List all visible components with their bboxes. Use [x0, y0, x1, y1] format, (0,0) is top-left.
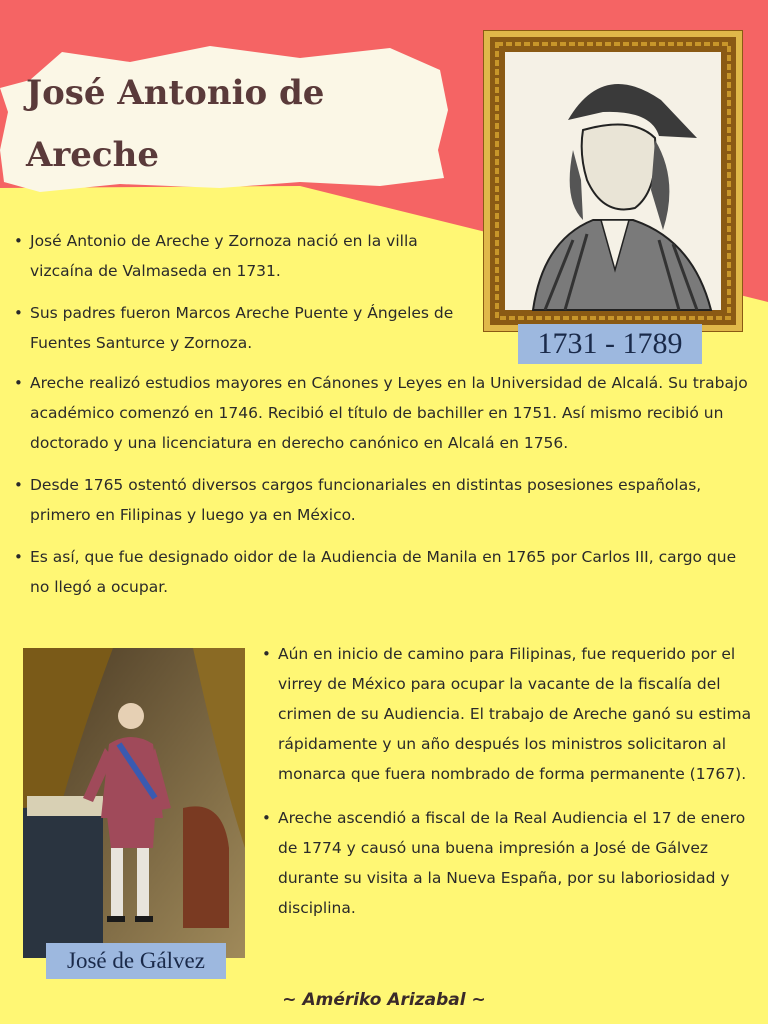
galvez-portrait	[23, 648, 245, 958]
list-item: • José Antonio de Areche y Zornoza nació en la villa vizcaína de Valmaseda en 1731.	[14, 226, 464, 286]
bullet-list-middle	[14, 368, 754, 614]
list-item: • Es así, que fue designado oidor de la Audiencia de Manila en 1765 por Carlos III, cargo que no llegó a ocupar.	[14, 542, 754, 602]
list-item: • Areche realizó estudios mayores en Cánones y Leyes en la Universidad de Alcalá. Su trabajo académico comenzó en 1746. Recibió el título de bachiller en 1751. Así mismo recibió un doctorado y una licenciatura en derecho canónico en Alcalá en 1756.	[14, 368, 754, 458]
page-title: José Antonio de Areche	[26, 73, 325, 175]
author-signature: ~ Amériko Arizabal ~	[282, 990, 486, 1010]
list-item: • Sus padres fueron Marcos Areche Puente y Ángeles de Fuentes Santurce y Zornoza.	[14, 298, 464, 358]
areche-portrait	[483, 30, 743, 332]
list-item: • Desde 1765 ostentó diversos cargos funcionariales en distintas posesiones españolas, primero en Filipinas y luego ya en México.	[14, 470, 754, 530]
list-item: • Aún en inicio de camino para Filipinas, fue requerido por el virrey de México para ocupar la vacante de la fiscalía del crimen de su Audiencia. El trabajo de Areche ganó su estima rápidamente y un año después los ministros solicitaron al monarca que fuera nombrado de forma permanente (1767).	[262, 639, 762, 789]
years-caption: 1731 - 1789	[518, 324, 702, 364]
list-item: • Areche ascendió a fiscal de la Real Audiencia el 17 de enero de 1774 y causó una buena impresión a José de Gálvez durante su visita a la Nueva España, por su laboriosidad y disciplina.	[262, 803, 762, 923]
bullet-list-bottom	[262, 639, 762, 937]
bullet-list-top	[14, 226, 464, 370]
galvez-caption: José de Gálvez	[46, 943, 226, 979]
